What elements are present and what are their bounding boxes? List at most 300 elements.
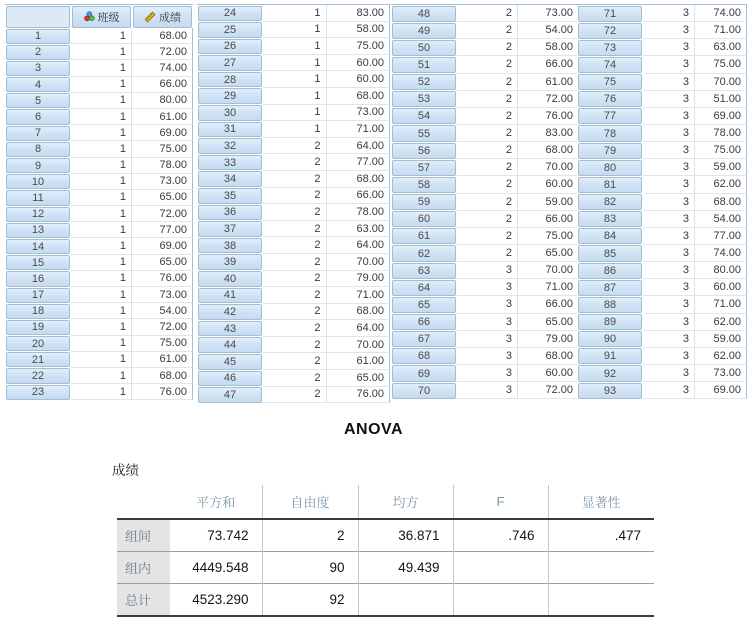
class-value-cell[interactable]: 3	[643, 108, 695, 125]
row-number-cell[interactable]: 10	[6, 174, 70, 189]
data-row	[577, 125, 747, 142]
score-value-cell[interactable]: 62.00	[695, 348, 747, 365]
row-number-cell[interactable]: 77	[578, 108, 642, 124]
row-number-cell[interactable]: 54	[392, 108, 456, 124]
class-value-cell[interactable]: 2	[263, 254, 327, 271]
score-value-cell[interactable]: 61.00	[132, 109, 193, 125]
class-value-cell[interactable]: 3	[643, 211, 695, 228]
class-value-cell[interactable]: 2	[263, 204, 327, 221]
class-value-cell[interactable]: 1	[263, 88, 327, 105]
row-number-cell[interactable]: 14	[6, 239, 70, 254]
score-value-cell[interactable]: 78.00	[327, 204, 391, 221]
class-value-cell[interactable]: 1	[263, 121, 327, 138]
anova-value-cell	[358, 584, 453, 617]
score-value-cell[interactable]: 69.00	[132, 238, 193, 254]
score-value-cell[interactable]: 63.00	[695, 39, 747, 56]
score-value-cell[interactable]: 80.00	[695, 262, 747, 279]
row-number-cell[interactable]: 92	[578, 365, 642, 381]
class-value-cell[interactable]: 1	[263, 55, 327, 72]
score-value-cell[interactable]: 54.00	[695, 211, 747, 228]
score-value-cell[interactable]: 72.00	[518, 91, 579, 108]
class-value-cell[interactable]: 3	[643, 296, 695, 313]
score-value-cell[interactable]: 71.00	[518, 279, 579, 296]
score-value-cell[interactable]: 61.00	[518, 74, 579, 91]
class-value-cell[interactable]: 3	[643, 56, 695, 73]
row-number-cell[interactable]: 90	[578, 331, 642, 347]
score-value-cell[interactable]: 62.00	[695, 176, 747, 193]
row-number-cell[interactable]: 25	[198, 22, 262, 38]
row-number-cell[interactable]: 84	[578, 228, 642, 244]
class-value-cell[interactable]: 1	[71, 368, 132, 384]
score-value-cell[interactable]: 71.00	[695, 296, 747, 313]
class-value-cell[interactable]: 3	[643, 382, 695, 399]
class-value-cell[interactable]: 3	[643, 74, 695, 91]
row-number-cell[interactable]: 23	[6, 385, 70, 400]
class-value-cell[interactable]: 2	[457, 125, 518, 142]
class-value-cell[interactable]: 3	[643, 5, 695, 22]
class-value-cell[interactable]: 1	[71, 271, 132, 287]
score-value-cell[interactable]: 58.00	[327, 22, 391, 39]
class-value-cell[interactable]: 3	[643, 125, 695, 142]
data-row	[5, 190, 193, 206]
class-value-cell[interactable]: 1	[71, 190, 132, 206]
row-number-cell[interactable]: 18	[6, 304, 70, 319]
score-value-cell[interactable]: 69.00	[695, 382, 747, 399]
class-value-cell[interactable]: 2	[457, 22, 518, 39]
row-number-cell[interactable]: 74	[578, 57, 642, 73]
class-value-cell[interactable]: 3	[643, 22, 695, 39]
row-number-cell[interactable]: 12	[6, 207, 70, 222]
class-value-cell[interactable]: 2	[457, 228, 518, 245]
row-number-cell[interactable]: 16	[6, 271, 70, 286]
class-value-cell[interactable]: 3	[457, 314, 518, 331]
row-number-cell[interactable]: 19	[6, 320, 70, 335]
row-number-cell[interactable]: 57	[392, 160, 456, 176]
row-number-cell[interactable]: 44	[198, 337, 262, 353]
score-value-cell[interactable]: 60.00	[518, 176, 579, 193]
class-value-cell[interactable]: 3	[643, 279, 695, 296]
row-number-cell[interactable]: 5	[6, 93, 70, 108]
row-number-cell[interactable]: 45	[198, 354, 262, 370]
class-value-cell[interactable]: 1	[71, 125, 132, 141]
class-value-cell[interactable]: 2	[263, 171, 327, 188]
class-value-cell[interactable]: 1	[71, 287, 132, 303]
score-value-cell[interactable]: 60.00	[327, 55, 391, 72]
class-value-cell[interactable]: 2	[263, 337, 327, 354]
class-value-cell[interactable]: 1	[71, 303, 132, 319]
row-number-cell[interactable]: 66	[392, 314, 456, 330]
class-value-cell[interactable]: 3	[457, 279, 518, 296]
class-value-cell[interactable]: 1	[263, 105, 327, 122]
class-value-cell[interactable]: 1	[71, 206, 132, 222]
row-number-cell[interactable]: 24	[198, 6, 262, 22]
score-value-cell[interactable]: 65.00	[132, 190, 193, 206]
row-number-cell[interactable]: 62	[392, 245, 456, 261]
row-number-cell[interactable]: 27	[198, 55, 262, 71]
score-value-cell[interactable]: 68.00	[695, 194, 747, 211]
data-row	[197, 105, 390, 122]
class-value-cell[interactable]: 2	[457, 56, 518, 73]
score-value-cell[interactable]: 77.00	[327, 154, 391, 171]
row-number-cell[interactable]: 60	[392, 211, 456, 227]
class-value-cell[interactable]: 2	[457, 74, 518, 91]
class-value-cell[interactable]: 2	[263, 320, 327, 337]
data-row	[577, 348, 747, 365]
class-value-cell[interactable]: 2	[263, 221, 327, 238]
row-number-cell[interactable]: 63	[392, 263, 456, 279]
row-number-cell[interactable]: 46	[198, 371, 262, 387]
class-value-cell[interactable]: 2	[457, 159, 518, 176]
row-number-cell[interactable]: 69	[392, 365, 456, 381]
class-value-cell[interactable]: 1	[71, 28, 132, 44]
row-number-cell[interactable]: 40	[198, 271, 262, 287]
score-value-cell[interactable]: 68.00	[327, 171, 391, 188]
row-number-cell[interactable]: 87	[578, 280, 642, 296]
score-value-cell[interactable]: 73.00	[132, 287, 193, 303]
score-value-cell[interactable]: 66.00	[327, 188, 391, 205]
class-value-cell[interactable]: 3	[643, 176, 695, 193]
class-value-cell[interactable]: 3	[643, 365, 695, 382]
row-number-cell[interactable]: 11	[6, 190, 70, 205]
class-value-cell[interactable]: 2	[457, 194, 518, 211]
score-value-cell[interactable]: 63.00	[327, 221, 391, 238]
row-number-cell[interactable]: 85	[578, 245, 642, 261]
score-value-cell[interactable]: 68.00	[132, 368, 193, 384]
class-value-cell[interactable]: 1	[263, 38, 327, 55]
class-value-cell[interactable]: 1	[71, 174, 132, 190]
score-value-cell[interactable]: 61.00	[327, 353, 391, 370]
row-number-cell[interactable]: 52	[392, 74, 456, 90]
class-value-cell[interactable]: 3	[457, 348, 518, 365]
row-number-cell[interactable]: 30	[198, 105, 262, 121]
class-value-cell[interactable]: 3	[643, 91, 695, 108]
class-value-cell[interactable]: 1	[71, 60, 132, 76]
class-value-cell[interactable]: 1	[263, 71, 327, 88]
row-number-cell[interactable]: 32	[198, 138, 262, 154]
score-value-cell[interactable]: 59.00	[518, 194, 579, 211]
score-value-cell[interactable]: 65.00	[132, 255, 193, 271]
class-value-cell[interactable]: 3	[457, 365, 518, 382]
class-value-cell[interactable]: 2	[263, 287, 327, 304]
data-row	[197, 387, 390, 404]
row-number-cell[interactable]: 76	[578, 91, 642, 107]
score-value-cell[interactable]: 78.00	[695, 125, 747, 142]
class-value-cell[interactable]: 2	[457, 142, 518, 159]
class-value-cell[interactable]: 2	[263, 154, 327, 171]
class-value-cell[interactable]: 3	[457, 262, 518, 279]
anova-header-row	[117, 485, 654, 519]
class-value-cell[interactable]: 2	[457, 176, 518, 193]
score-value-cell[interactable]: 77.00	[695, 228, 747, 245]
score-value-cell[interactable]: 68.00	[132, 28, 193, 44]
class-value-cell[interactable]: 3	[643, 159, 695, 176]
row-number-cell[interactable]: 43	[198, 321, 262, 337]
class-value-cell[interactable]: 3	[457, 331, 518, 348]
row-number-cell[interactable]: 38	[198, 238, 262, 254]
score-value-cell[interactable]: 61.00	[132, 352, 193, 368]
score-value-cell[interactable]: 71.00	[327, 287, 391, 304]
score-value-cell[interactable]: 72.00	[518, 382, 579, 399]
data-row	[197, 138, 390, 155]
score-value-cell[interactable]: 79.00	[327, 271, 391, 288]
row-number-cell[interactable]: 35	[198, 188, 262, 204]
scale-icon	[144, 11, 156, 23]
score-value-cell[interactable]: 72.00	[132, 206, 193, 222]
row-number-cell[interactable]: 56	[392, 143, 456, 159]
row-number-cell[interactable]: 83	[578, 211, 642, 227]
class-value-cell[interactable]: 1	[71, 352, 132, 368]
data-row	[197, 353, 390, 370]
score-value-cell[interactable]: 66.00	[518, 296, 579, 313]
score-value-cell[interactable]: 70.00	[518, 159, 579, 176]
data-row	[197, 271, 390, 288]
class-value-cell[interactable]: 1	[71, 384, 132, 400]
row-number-cell[interactable]: 29	[198, 88, 262, 104]
score-value-cell[interactable]: 66.00	[518, 211, 579, 228]
class-value-cell[interactable]: 1	[71, 109, 132, 125]
score-value-cell[interactable]: 65.00	[518, 314, 579, 331]
row-number-cell[interactable]: 2	[6, 45, 70, 60]
class-value-cell[interactable]: 2	[457, 245, 518, 262]
row-number-cell[interactable]: 88	[578, 297, 642, 313]
class-value-cell[interactable]: 2	[457, 5, 518, 22]
score-value-cell[interactable]: 70.00	[327, 337, 391, 354]
row-number-cell[interactable]: 47	[198, 387, 262, 403]
row-number-cell[interactable]: 9	[6, 158, 70, 173]
class-value-cell[interactable]: 2	[457, 211, 518, 228]
score-value-cell[interactable]: 51.00	[695, 91, 747, 108]
class-value-cell[interactable]: 3	[643, 314, 695, 331]
score-value-cell[interactable]: 69.00	[695, 108, 747, 125]
class-value-cell[interactable]: 3	[643, 194, 695, 211]
score-column-header[interactable]	[133, 6, 192, 28]
score-value-cell[interactable]: 75.00	[518, 228, 579, 245]
row-number-cell[interactable]: 8	[6, 142, 70, 157]
class-value-cell[interactable]: 3	[643, 228, 695, 245]
class-value-cell[interactable]: 2	[263, 370, 327, 387]
class-value-cell[interactable]: 3	[643, 39, 695, 56]
data-grid-group	[5, 4, 193, 400]
anova-data-row	[117, 584, 654, 617]
score-value-cell[interactable]: 83.00	[518, 125, 579, 142]
class-value-cell[interactable]: 1	[71, 93, 132, 109]
score-value-cell[interactable]: 74.00	[132, 60, 193, 76]
row-number-cell[interactable]: 72	[578, 23, 642, 39]
score-value-cell[interactable]: 75.00	[695, 142, 747, 159]
row-number-cell[interactable]: 15	[6, 255, 70, 270]
score-value-cell[interactable]: 68.00	[327, 88, 391, 105]
row-number-cell[interactable]: 17	[6, 288, 70, 303]
class-value-cell[interactable]: 1	[71, 336, 132, 352]
row-number-cell[interactable]: 37	[198, 221, 262, 237]
class-value-cell[interactable]: 3	[643, 142, 695, 159]
row-number-cell[interactable]: 36	[198, 205, 262, 221]
score-value-cell[interactable]: 73.00	[518, 5, 579, 22]
class-value-cell[interactable]: 2	[263, 304, 327, 321]
score-value-cell[interactable]: 54.00	[132, 303, 193, 319]
score-value-cell[interactable]: 75.00	[132, 141, 193, 157]
row-number-cell[interactable]: 53	[392, 91, 456, 107]
class-value-cell[interactable]: 3	[457, 382, 518, 399]
score-value-cell[interactable]: 68.00	[327, 304, 391, 321]
row-number-cell[interactable]: 80	[578, 160, 642, 176]
row-number-cell[interactable]: 13	[6, 223, 70, 238]
score-value-cell[interactable]: 71.00	[327, 121, 391, 138]
score-value-cell[interactable]: 73.00	[695, 365, 747, 382]
grid-corner-cell[interactable]	[6, 6, 70, 28]
score-value-cell[interactable]: 64.00	[327, 138, 391, 155]
score-value-cell[interactable]: 73.00	[132, 174, 193, 190]
score-value-cell[interactable]: 66.00	[132, 77, 193, 93]
class-value-cell[interactable]: 2	[457, 91, 518, 108]
row-number-cell[interactable]: 70	[392, 383, 456, 399]
score-value-cell[interactable]: 75.00	[327, 38, 391, 55]
row-number-cell[interactable]: 75	[578, 74, 642, 90]
row-number-cell[interactable]: 64	[392, 280, 456, 296]
row-number-cell[interactable]: 82	[578, 194, 642, 210]
row-number-cell[interactable]: 4	[6, 77, 70, 92]
class-value-cell[interactable]: 2	[263, 138, 327, 155]
score-value-cell[interactable]: 76.00	[132, 384, 193, 400]
score-value-cell[interactable]: 74.00	[695, 5, 747, 22]
score-value-cell[interactable]: 65.00	[518, 245, 579, 262]
data-row	[5, 77, 193, 93]
score-value-cell[interactable]: 70.00	[695, 74, 747, 91]
class-value-cell[interactable]: 1	[263, 5, 327, 22]
row-number-cell[interactable]: 1	[6, 29, 70, 44]
score-value-cell[interactable]: 78.00	[132, 158, 193, 174]
class-value-cell[interactable]: 3	[643, 262, 695, 279]
score-value-cell[interactable]: 69.00	[132, 125, 193, 141]
class-value-cell[interactable]: 1	[71, 158, 132, 174]
row-number-cell[interactable]: 59	[392, 194, 456, 210]
score-value-cell[interactable]: 68.00	[518, 142, 579, 159]
row-number-cell[interactable]: 89	[578, 314, 642, 330]
class-value-cell[interactable]: 3	[457, 296, 518, 313]
class-value-cell[interactable]: 2	[263, 387, 327, 404]
score-value-cell[interactable]: 62.00	[695, 314, 747, 331]
score-value-cell[interactable]: 72.00	[132, 319, 193, 335]
row-number-cell[interactable]: 21	[6, 352, 70, 367]
row-number-cell[interactable]: 67	[392, 331, 456, 347]
row-number-cell[interactable]: 3	[6, 61, 70, 76]
row-number-cell[interactable]: 34	[198, 171, 262, 187]
row-number-cell[interactable]: 78	[578, 125, 642, 141]
row-number-cell[interactable]: 6	[6, 109, 70, 124]
row-number-cell[interactable]: 31	[198, 122, 262, 138]
score-value-cell[interactable]: 59.00	[695, 159, 747, 176]
row-number-cell[interactable]: 91	[578, 348, 642, 364]
row-number-cell[interactable]: 50	[392, 40, 456, 56]
score-value-cell[interactable]: 60.00	[518, 365, 579, 382]
data-row	[5, 368, 193, 384]
column-header-label: 班级	[97, 11, 120, 24]
score-value-cell[interactable]: 70.00	[327, 254, 391, 271]
row-number-cell[interactable]: 48	[392, 6, 456, 22]
score-value-cell[interactable]: 72.00	[132, 44, 193, 60]
class-value-cell[interactable]: 1	[71, 238, 132, 254]
row-number-cell[interactable]: 55	[392, 125, 456, 141]
row-number-cell[interactable]: 71	[578, 6, 642, 22]
score-value-cell[interactable]: 70.00	[518, 262, 579, 279]
score-value-cell[interactable]: 59.00	[695, 331, 747, 348]
score-value-cell[interactable]: 76.00	[327, 387, 391, 404]
score-value-cell[interactable]: 54.00	[518, 22, 579, 39]
row-number-cell[interactable]: 42	[198, 304, 262, 320]
row-number-cell[interactable]: 49	[392, 23, 456, 39]
row-number-cell[interactable]: 93	[578, 383, 642, 399]
score-value-cell[interactable]: 64.00	[327, 320, 391, 337]
row-number-cell[interactable]: 61	[392, 228, 456, 244]
class-value-cell[interactable]: 3	[643, 245, 695, 262]
row-number-cell[interactable]: 79	[578, 143, 642, 159]
score-value-cell[interactable]: 65.00	[327, 370, 391, 387]
class-value-cell[interactable]: 1	[263, 22, 327, 39]
row-number-cell[interactable]: 41	[198, 288, 262, 304]
score-value-cell[interactable]: 68.00	[518, 348, 579, 365]
class-value-cell[interactable]: 1	[71, 77, 132, 93]
score-value-cell[interactable]: 76.00	[132, 271, 193, 287]
class-value-cell[interactable]: 1	[71, 255, 132, 271]
class-value-cell[interactable]: 1	[71, 319, 132, 335]
row-number-cell[interactable]: 22	[6, 368, 70, 383]
class-value-cell[interactable]: 2	[263, 188, 327, 205]
score-value-cell[interactable]: 60.00	[695, 279, 747, 296]
class-value-cell[interactable]: 1	[71, 44, 132, 60]
class-value-cell[interactable]: 3	[643, 348, 695, 365]
score-value-cell[interactable]: 75.00	[132, 336, 193, 352]
score-value-cell[interactable]: 79.00	[518, 331, 579, 348]
row-number-cell[interactable]: 86	[578, 263, 642, 279]
class-value-cell[interactable]: 2	[457, 108, 518, 125]
row-number-cell[interactable]: 26	[198, 39, 262, 55]
score-value-cell[interactable]: 75.00	[695, 56, 747, 73]
row-number-cell[interactable]: 51	[392, 57, 456, 73]
data-row	[577, 331, 747, 348]
score-value-cell[interactable]: 73.00	[327, 105, 391, 122]
row-number-cell[interactable]: 73	[578, 40, 642, 56]
score-value-cell[interactable]: 64.00	[327, 237, 391, 254]
class-column-header[interactable]	[72, 6, 131, 28]
row-number-cell[interactable]: 65	[392, 297, 456, 313]
anova-row-label: 总计	[117, 584, 170, 617]
class-value-cell[interactable]: 1	[71, 141, 132, 157]
class-value-cell[interactable]: 2	[263, 237, 327, 254]
score-value-cell[interactable]: 83.00	[327, 5, 391, 22]
score-value-cell[interactable]: 71.00	[695, 22, 747, 39]
class-value-cell[interactable]: 2	[263, 353, 327, 370]
row-number-cell[interactable]: 39	[198, 254, 262, 270]
score-value-cell[interactable]: 76.00	[518, 108, 579, 125]
score-value-cell[interactable]: 58.00	[518, 39, 579, 56]
row-number-cell[interactable]: 68	[392, 348, 456, 364]
row-number-cell[interactable]: 7	[6, 126, 70, 141]
class-value-cell[interactable]: 2	[457, 39, 518, 56]
row-number-cell[interactable]: 20	[6, 336, 70, 351]
score-value-cell[interactable]: 60.00	[327, 71, 391, 88]
class-value-cell[interactable]: 3	[643, 331, 695, 348]
class-value-cell[interactable]: 2	[263, 271, 327, 288]
score-value-cell[interactable]: 66.00	[518, 56, 579, 73]
row-number-cell[interactable]: 33	[198, 155, 262, 171]
score-value-cell[interactable]: 77.00	[132, 222, 193, 238]
score-value-cell[interactable]: 80.00	[132, 93, 193, 109]
row-number-cell[interactable]: 58	[392, 177, 456, 193]
class-value-cell[interactable]: 1	[71, 222, 132, 238]
row-number-cell[interactable]: 28	[198, 72, 262, 88]
row-number-cell[interactable]: 81	[578, 177, 642, 193]
score-value-cell[interactable]: 74.00	[695, 245, 747, 262]
